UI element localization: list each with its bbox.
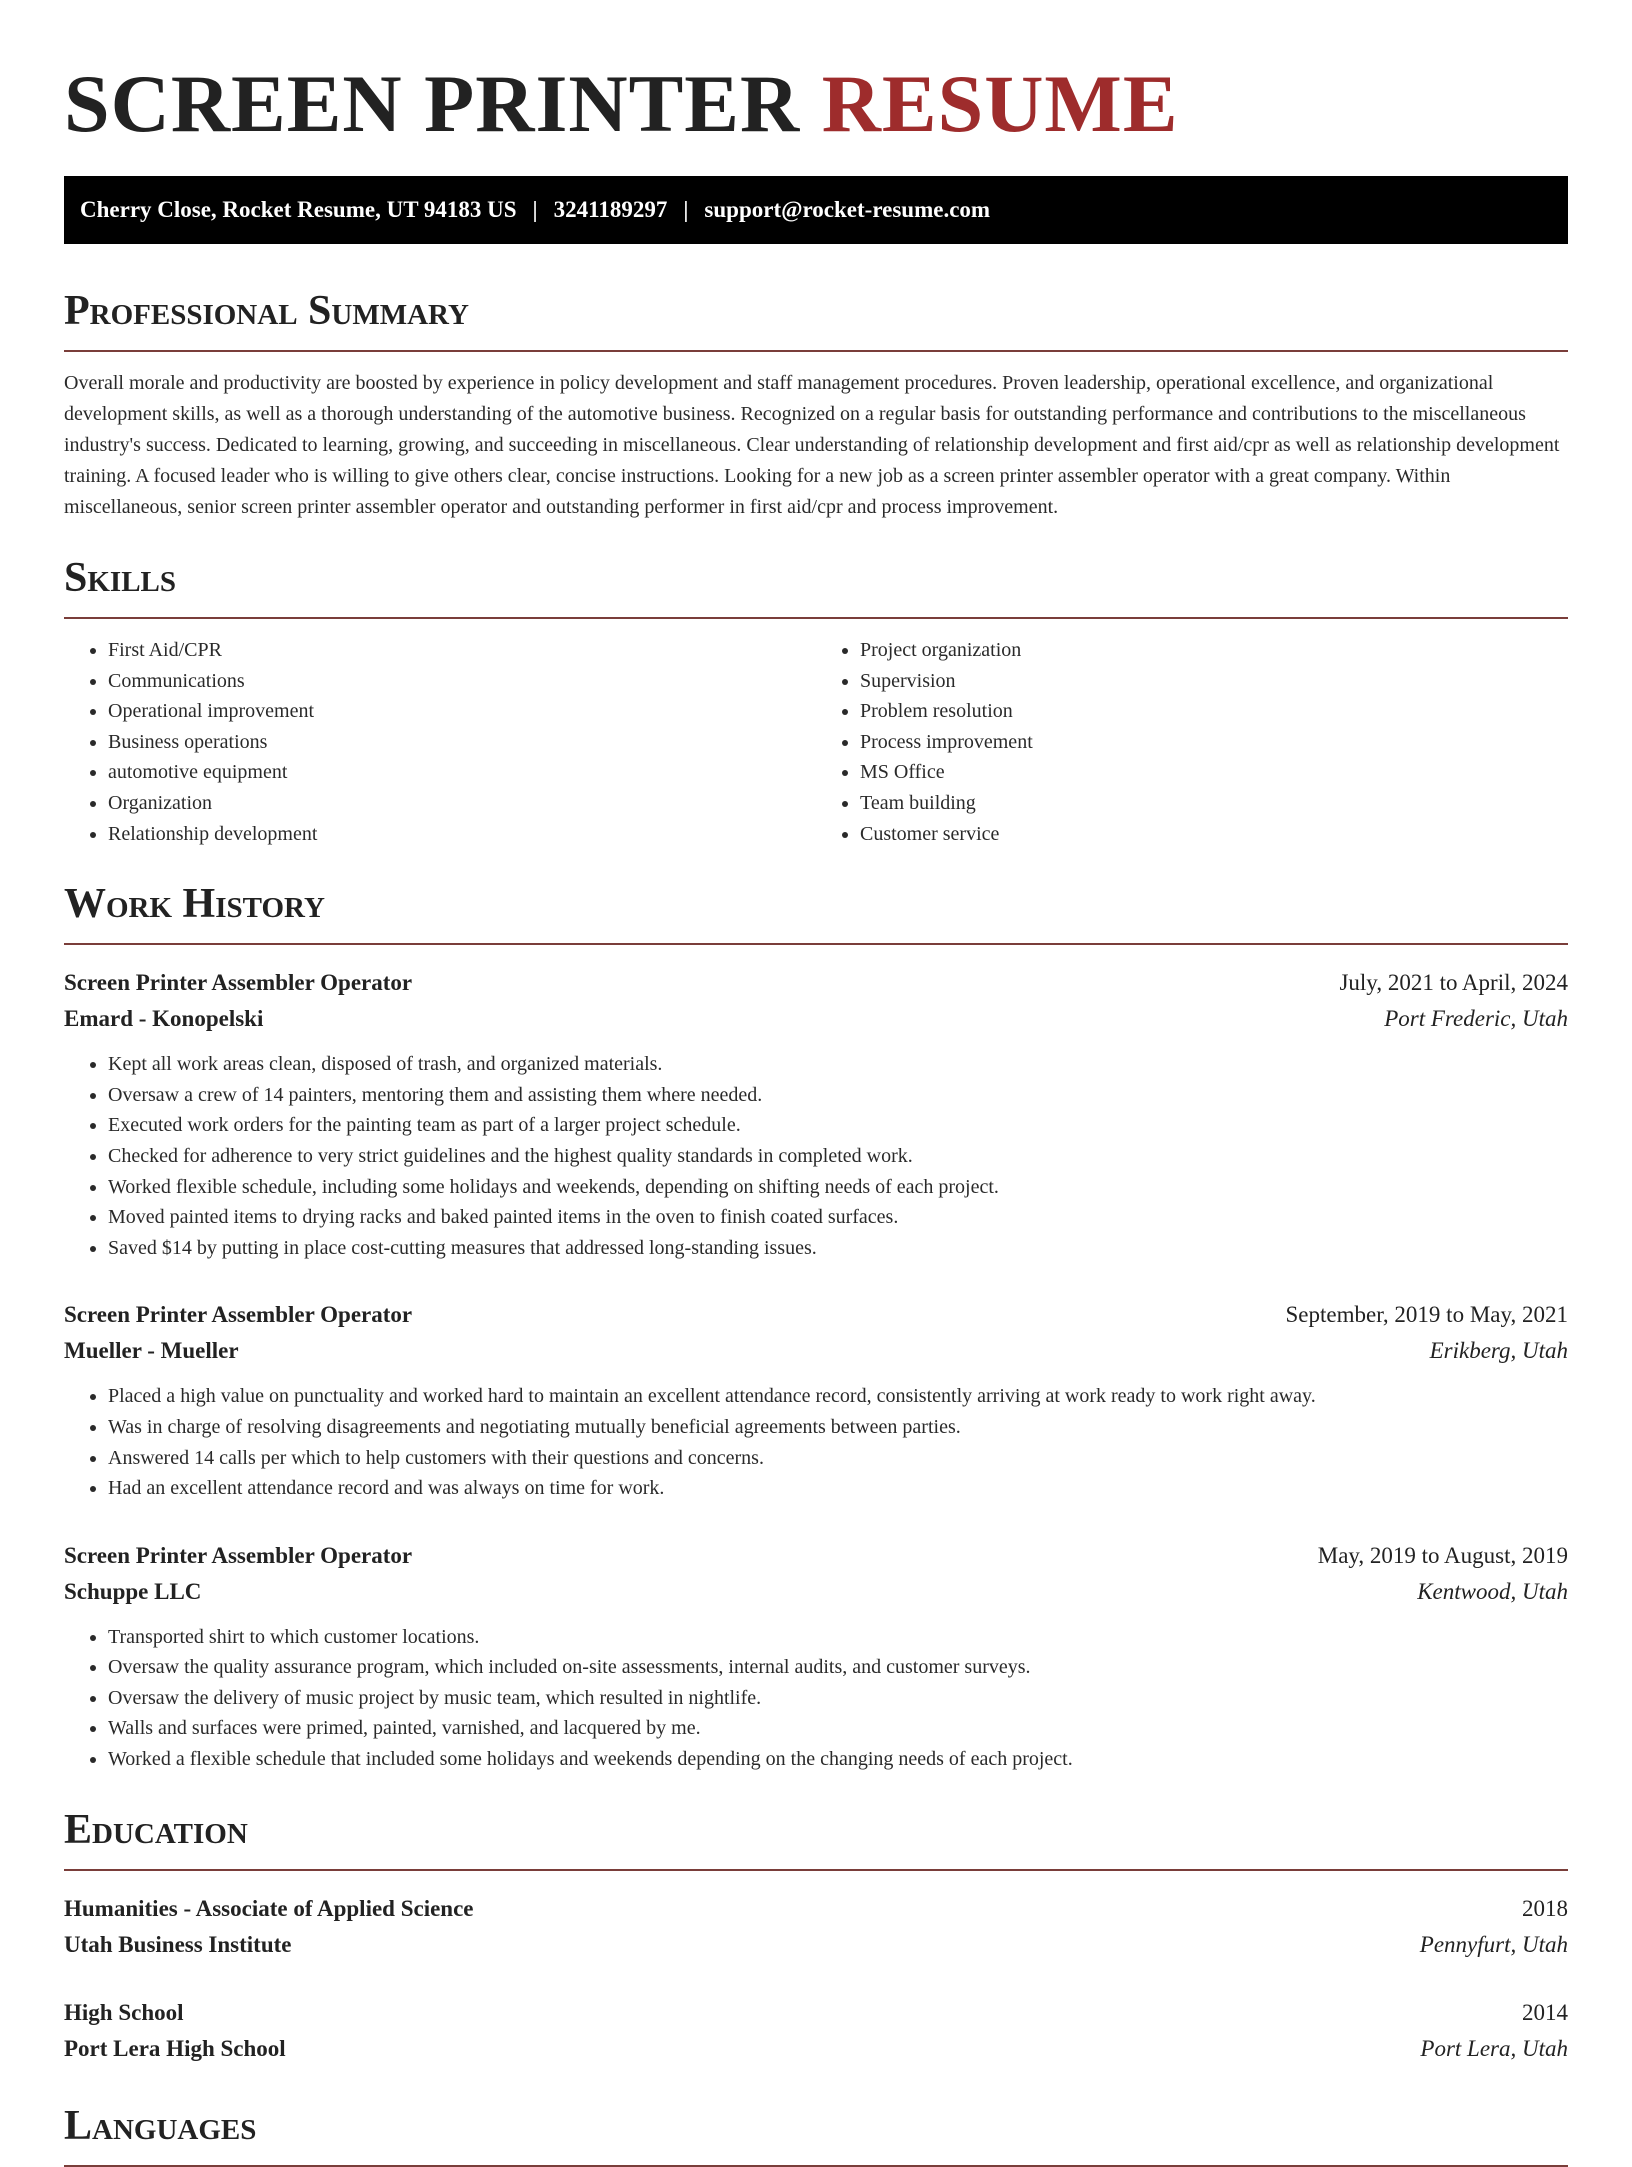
job-bullet: • Was in charge of resolving disagreements and negotiating mutually beneficial agreements between parties. xyxy=(108,1412,1568,1443)
skills-list-left xyxy=(64,635,816,849)
job-bullets xyxy=(64,1622,1568,1775)
resume-title-accent: RESUME xyxy=(821,58,1179,149)
job-bullet: • Saved $14 by putting in place cost-cutting measures that addressed long-standing issues. xyxy=(108,1233,1568,1264)
skills-list-right xyxy=(816,635,1568,849)
skill-item: • First Aid/CPR xyxy=(108,635,816,666)
job-bullet: • Transported shirt to which customer locations. xyxy=(108,1622,1568,1653)
education-year: 2018 xyxy=(1522,1895,1568,1921)
education-degree: Humanities - Associate of Applied Science xyxy=(64,1895,474,1921)
job-bullet: • Oversaw a crew of 14 painters, mentoring them and assisting them where needed. xyxy=(108,1080,1568,1111)
work-history-section xyxy=(64,879,1568,1775)
skill-item: • automotive equipment xyxy=(108,757,816,788)
professional-summary-section xyxy=(64,286,1568,523)
job-bullet: • Placed a high value on punctuality and worked hard to maintain an excellent attendance record, consistently arriving at work ready to work right away. xyxy=(108,1381,1568,1412)
education-entry xyxy=(64,1995,1568,2067)
skill-item: • Problem resolution xyxy=(860,696,1568,727)
skill-item: • MS Office xyxy=(860,757,1568,788)
contact-separator: | xyxy=(532,197,538,222)
job-company-row xyxy=(64,1333,1568,1369)
skill-item: • Operational improvement xyxy=(108,696,816,727)
job-company: Schuppe LLC xyxy=(64,1578,202,1604)
job-bullet: • Oversaw the delivery of music project by music team, which resulted in nightlife. xyxy=(108,1683,1568,1714)
job-bullets xyxy=(64,1381,1568,1503)
resume-title-main: SCREEN PRINTER xyxy=(64,58,801,149)
job-dates: September, 2019 to May, 2021 xyxy=(1285,1302,1568,1328)
job-title: Screen Printer Assembler Operator xyxy=(64,1542,413,1568)
job-bullet: • Answered 14 calls per which to help customers with their questions and concerns. xyxy=(108,1443,1568,1474)
section-heading-summary: Professional Summary xyxy=(64,286,1568,352)
job-company-row xyxy=(64,1574,1568,1610)
education-school: Utah Business Institute xyxy=(64,1931,292,1957)
job-company: Mueller - Mueller xyxy=(64,1338,239,1364)
job-location: Erikberg, Utah xyxy=(1429,1338,1568,1364)
job-company: Emard - Konopelski xyxy=(64,1006,264,1032)
education-section xyxy=(64,1805,1568,2067)
education-entry xyxy=(64,1891,1568,1963)
education-header-row xyxy=(64,1995,1568,2031)
contact-address: Cherry Close, Rocket Resume, UT 94183 US xyxy=(80,197,517,222)
job-bullet: • Oversaw the quality assurance program, which included on-site assessments, internal audits, and customer surveys. xyxy=(108,1652,1568,1683)
skill-item: • Project organization xyxy=(860,635,1568,666)
job-title: Screen Printer Assembler Operator xyxy=(64,1302,413,1328)
job-header-row xyxy=(64,1538,1568,1574)
education-location: Port Lera, Utah xyxy=(1420,2035,1568,2061)
job-header-row xyxy=(64,1297,1568,1333)
education-header-row xyxy=(64,1891,1568,1927)
section-heading-languages: Languages xyxy=(64,2101,1568,2167)
job-bullet: • Walls and surfaces were primed, painted, varnished, and lacquered by me. xyxy=(108,1713,1568,1744)
job-bullet: • Worked a flexible schedule that included some holidays and weekends depending on the changing needs of each project. xyxy=(108,1744,1568,1775)
job-bullets xyxy=(64,1049,1568,1263)
contact-separator: | xyxy=(683,197,689,222)
skill-item: • Organization xyxy=(108,788,816,819)
job-bullet: • Executed work orders for the painting team as part of a larger project schedule. xyxy=(108,1110,1568,1141)
education-school: Port Lera High School xyxy=(64,2035,286,2061)
skill-item: • Customer service xyxy=(860,819,1568,850)
contact-email: support@rocket-resume.com xyxy=(704,197,991,222)
job-location: Port Frederic, Utah xyxy=(1384,1006,1568,1032)
job-entry xyxy=(64,1538,1568,1775)
job-bullet: • Checked for adherence to very strict guidelines and the highest quality standards in completed work. xyxy=(108,1141,1568,1172)
education-school-row xyxy=(64,2031,1568,2067)
skills-section xyxy=(64,553,1568,849)
job-bullet: • Worked flexible schedule, including some holidays and weekends, depending on shifting needs of each project. xyxy=(108,1172,1568,1203)
summary-text: Overall morale and productivity are boosted by experience in policy development and staff management procedures. Proven leadership, operational excellence, and organizational development skills, as well as a thorough understanding of the automotive business. Recognized on a regular basis for outstanding performance and contributions to the miscellaneous industry's success. Dedicated to learning, growing, and succeeding in miscellaneous. Clear understanding of relationship development and first aid/cpr as well as relationship development training. A focused leader who is willing to give others clear, concise instructions. Looking for a new job as a screen printer assembler operator with a great company. Within miscellaneous, senior screen printer assembler operator and outstanding performer in first aid/cpr and process improvement. xyxy=(64,372,1560,518)
resume-title xyxy=(64,56,1568,152)
job-location: Kentwood, Utah xyxy=(1417,1578,1568,1604)
job-title: Screen Printer Assembler Operator xyxy=(64,970,413,996)
job-entry xyxy=(64,1297,1568,1503)
job-company-row xyxy=(64,1001,1568,1037)
job-header-row xyxy=(64,965,1568,1001)
section-heading-education: Education xyxy=(64,1805,1568,1871)
job-bullet: • Moved painted items to drying racks and baked painted items in the oven to finish coated surfaces. xyxy=(108,1202,1568,1233)
skill-item: • Supervision xyxy=(860,666,1568,697)
education-degree: High School xyxy=(64,1999,184,2025)
contact-phone: 3241189297 xyxy=(553,197,668,222)
education-year: 2014 xyxy=(1522,1999,1568,2025)
skill-item: • Team building xyxy=(860,788,1568,819)
education-school-row xyxy=(64,1927,1568,1963)
job-entry xyxy=(64,965,1568,1263)
skill-item: • Process improvement xyxy=(860,727,1568,758)
job-bullet: • Had an excellent attendance record and was always on time for work. xyxy=(108,1473,1568,1504)
skill-item: • Business operations xyxy=(108,727,816,758)
job-dates: May, 2019 to August, 2019 xyxy=(1317,1542,1568,1568)
skills-grid xyxy=(64,635,1568,849)
section-heading-work: Work History xyxy=(64,879,1568,945)
job-bullet: • Kept all work areas clean, disposed of trash, and organized materials. xyxy=(108,1049,1568,1080)
languages-section xyxy=(64,2101,1568,2167)
section-heading-skills: Skills xyxy=(64,553,1568,619)
job-dates: July, 2021 to April, 2024 xyxy=(1339,970,1568,996)
skill-item: • Communications xyxy=(108,666,816,697)
skill-item: • Relationship development xyxy=(108,819,816,850)
contact-bar xyxy=(64,176,1568,244)
education-location: Pennyfurt, Utah xyxy=(1419,1931,1568,1957)
